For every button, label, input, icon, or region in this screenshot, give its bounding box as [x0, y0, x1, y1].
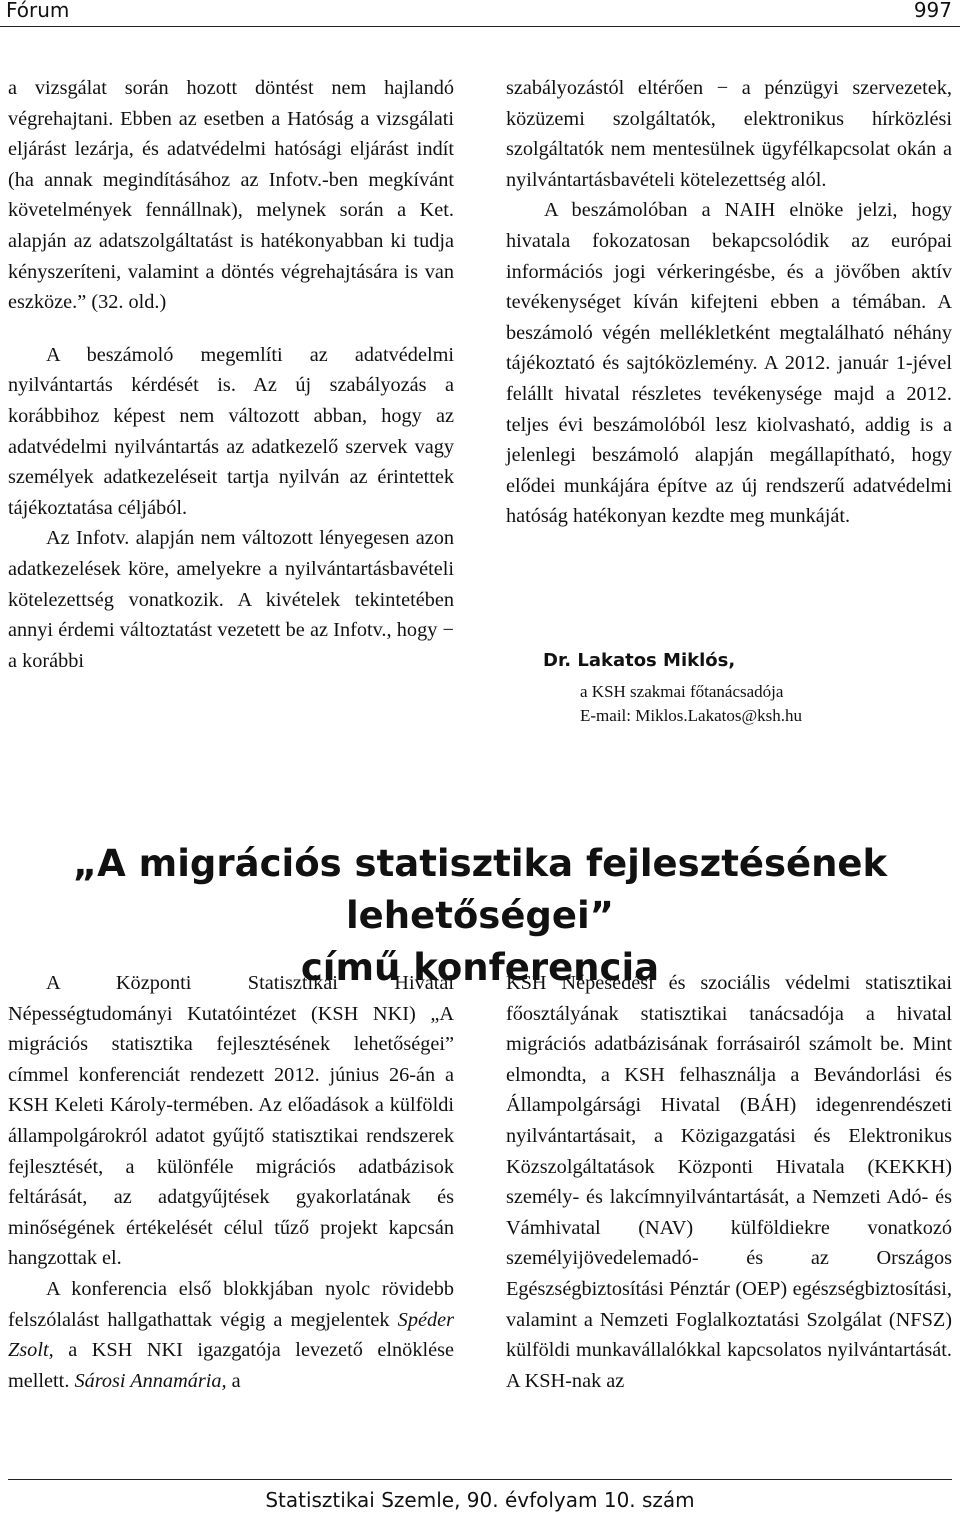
section-name: Fórum [6, 0, 70, 22]
paragraph: a vizsgálat során hozott döntést nem hajlandó végrehajtani. Ebben az esetben a Hatóság a vizsgálati eljárást lezárja, és adatvédelmi hatósági eljárást indít (ha annak megindításához az Infotv.-ben megkívánt követelmények fennállnak), melynek során a Ket. alapján az adatszolgáltatást is hatékonyabban ki tudja kényszeríteni, valamint a döntés végrehajtására is van eszköze.” (32. old.) [8, 77, 454, 314]
footer-divider [8, 1479, 952, 1480]
paragraph: szabályozástól eltérően − a pénzügyi szervezetek, közüzemi szolgáltatók, elektronikus hírközlési szolgáltatók nem mentesülnek ügyfélkapcsolat okán a nyilvántartásbavételi kötelezettség alól. [506, 77, 952, 191]
author-signature [543, 650, 802, 725]
article-title-line: „A migrációs statisztika fejlesztésének lehetőségei” [72, 842, 888, 937]
paragraph: KSH Népesedési és szociális védelmi statisztikai főosztályának statisztikai tanácsadója a hivatal migrációs adatbázisának forrásairól számolt be. Mint elmondta, a KSH felhasználja a Bevándorlási és Állampolgársági Hivatal (BÁH) idegenrendészeti nyilvántartásait, a Közigazgatási és Elektronikus Közszolgáltatások Központi Hivatala (KEKKH) személy- és lakcímnyilvántartását, a Nemzeti Adó- és Vámhivatal (NAV) külföldiekre vonatkozó személyijövedelemadó- és az Országos Egészségbiztosítási Pénztár (OEP) egészségbiztosítási, valamint a Nemzeti Foglalkoztatási Szolgálat (NFSZ) külföldi munkavállalókkal kapcsolatos nyilvántartását. A KSH-nak az [506, 972, 952, 1392]
page-footer: Statisztikai Szemle, 90. évfolyam 10. szám [265, 1488, 695, 1512]
author-name: Dr. Lakatos Miklós, [543, 650, 736, 671]
text-run: a KSH NKI igazgatója levezető elnöklése mellett. [8, 1339, 454, 1392]
paragraph: A beszámolóban a NAIH elnöke jelzi, hogy hivatala fokozatosan bekapcsolódik az európai információs jogi vérkeringésbe, és a jövőben aktív tevékenységet kíván kifejteni ebben a témában. A beszámoló végén mellékletként megtalálható néhány tájékoztató és sajtóközlemény. A 2012. január 1-jével felállt hivatal részletes tevékenysége majd a 2012. teljes évi beszámolóból lesz kiolvasható, addig is a jelenlegi beszámoló alapján megállapítható, hogy elődei munkájára építve az új rendszerű adatvédelmi hatóság hatékonyan kezdte meg munkáját. [506, 199, 952, 528]
text-run: A konferencia első blokkjában nyolc rövidebb felszólalást hallgathattak végig a megjelentek [8, 1277, 454, 1331]
column-left-top [8, 73, 454, 676]
column-right-top [506, 73, 952, 532]
author-role: a KSH szakmai főtanácsadója [580, 682, 784, 701]
page-header [0, 0, 960, 27]
page-number: 997 [913, 0, 952, 22]
article-title-line: című konferencia [300, 946, 660, 989]
paragraph [8, 1274, 454, 1396]
person-name: Sárosi Annamária, [74, 1369, 227, 1392]
column-right-bottom [506, 968, 952, 1396]
text-run: a [226, 1369, 241, 1392]
person-name: Spéder Zsolt, [8, 1308, 454, 1362]
paragraph: A beszámoló megemlíti az adatvédelmi nyilvántartás kérdését is. Az új szabályozás a korábbihoz képest nem változott abban, hogy az adatvédelmi nyilvántartás az adatkezelő szervek vagy személyek adatkezeléseit tartja nyilván az érintettek tájékoztatása céljából. [8, 343, 454, 519]
paragraph: A Központi Statisztikai Hivatal Népességtudományi Kutatóintézet (KSH NKI) „A migrációs statisztika fejlesztésének lehetőségei” címmel konferenciát rendezett 2012. június 26-án a KSH Keleti Károly-termében. Az előadások a külföldi állampolgárokról adatot gyűjtő statisztikai rendszerek fejlesztését, a különféle migrációs adatbázisok feltárását, az adatgyűjtések gyakorlatának és minőségének értékelését célul tűző projekt kapcsán hangzottak el. [8, 972, 454, 1270]
author-email: E-mail: Miklos.Lakatos@ksh.hu [580, 706, 802, 725]
paragraph: Az Infotv. alapján nem változott lényegesen azon adatkezelések köre, amelyekre a nyilvántartásbavételi kötelezettség vonatkozik. A kivételek tekintetében annyi érdemi változtatást vezetett be az Infotv., hogy − a korábbi [8, 527, 454, 672]
column-left-bottom [8, 968, 454, 1396]
